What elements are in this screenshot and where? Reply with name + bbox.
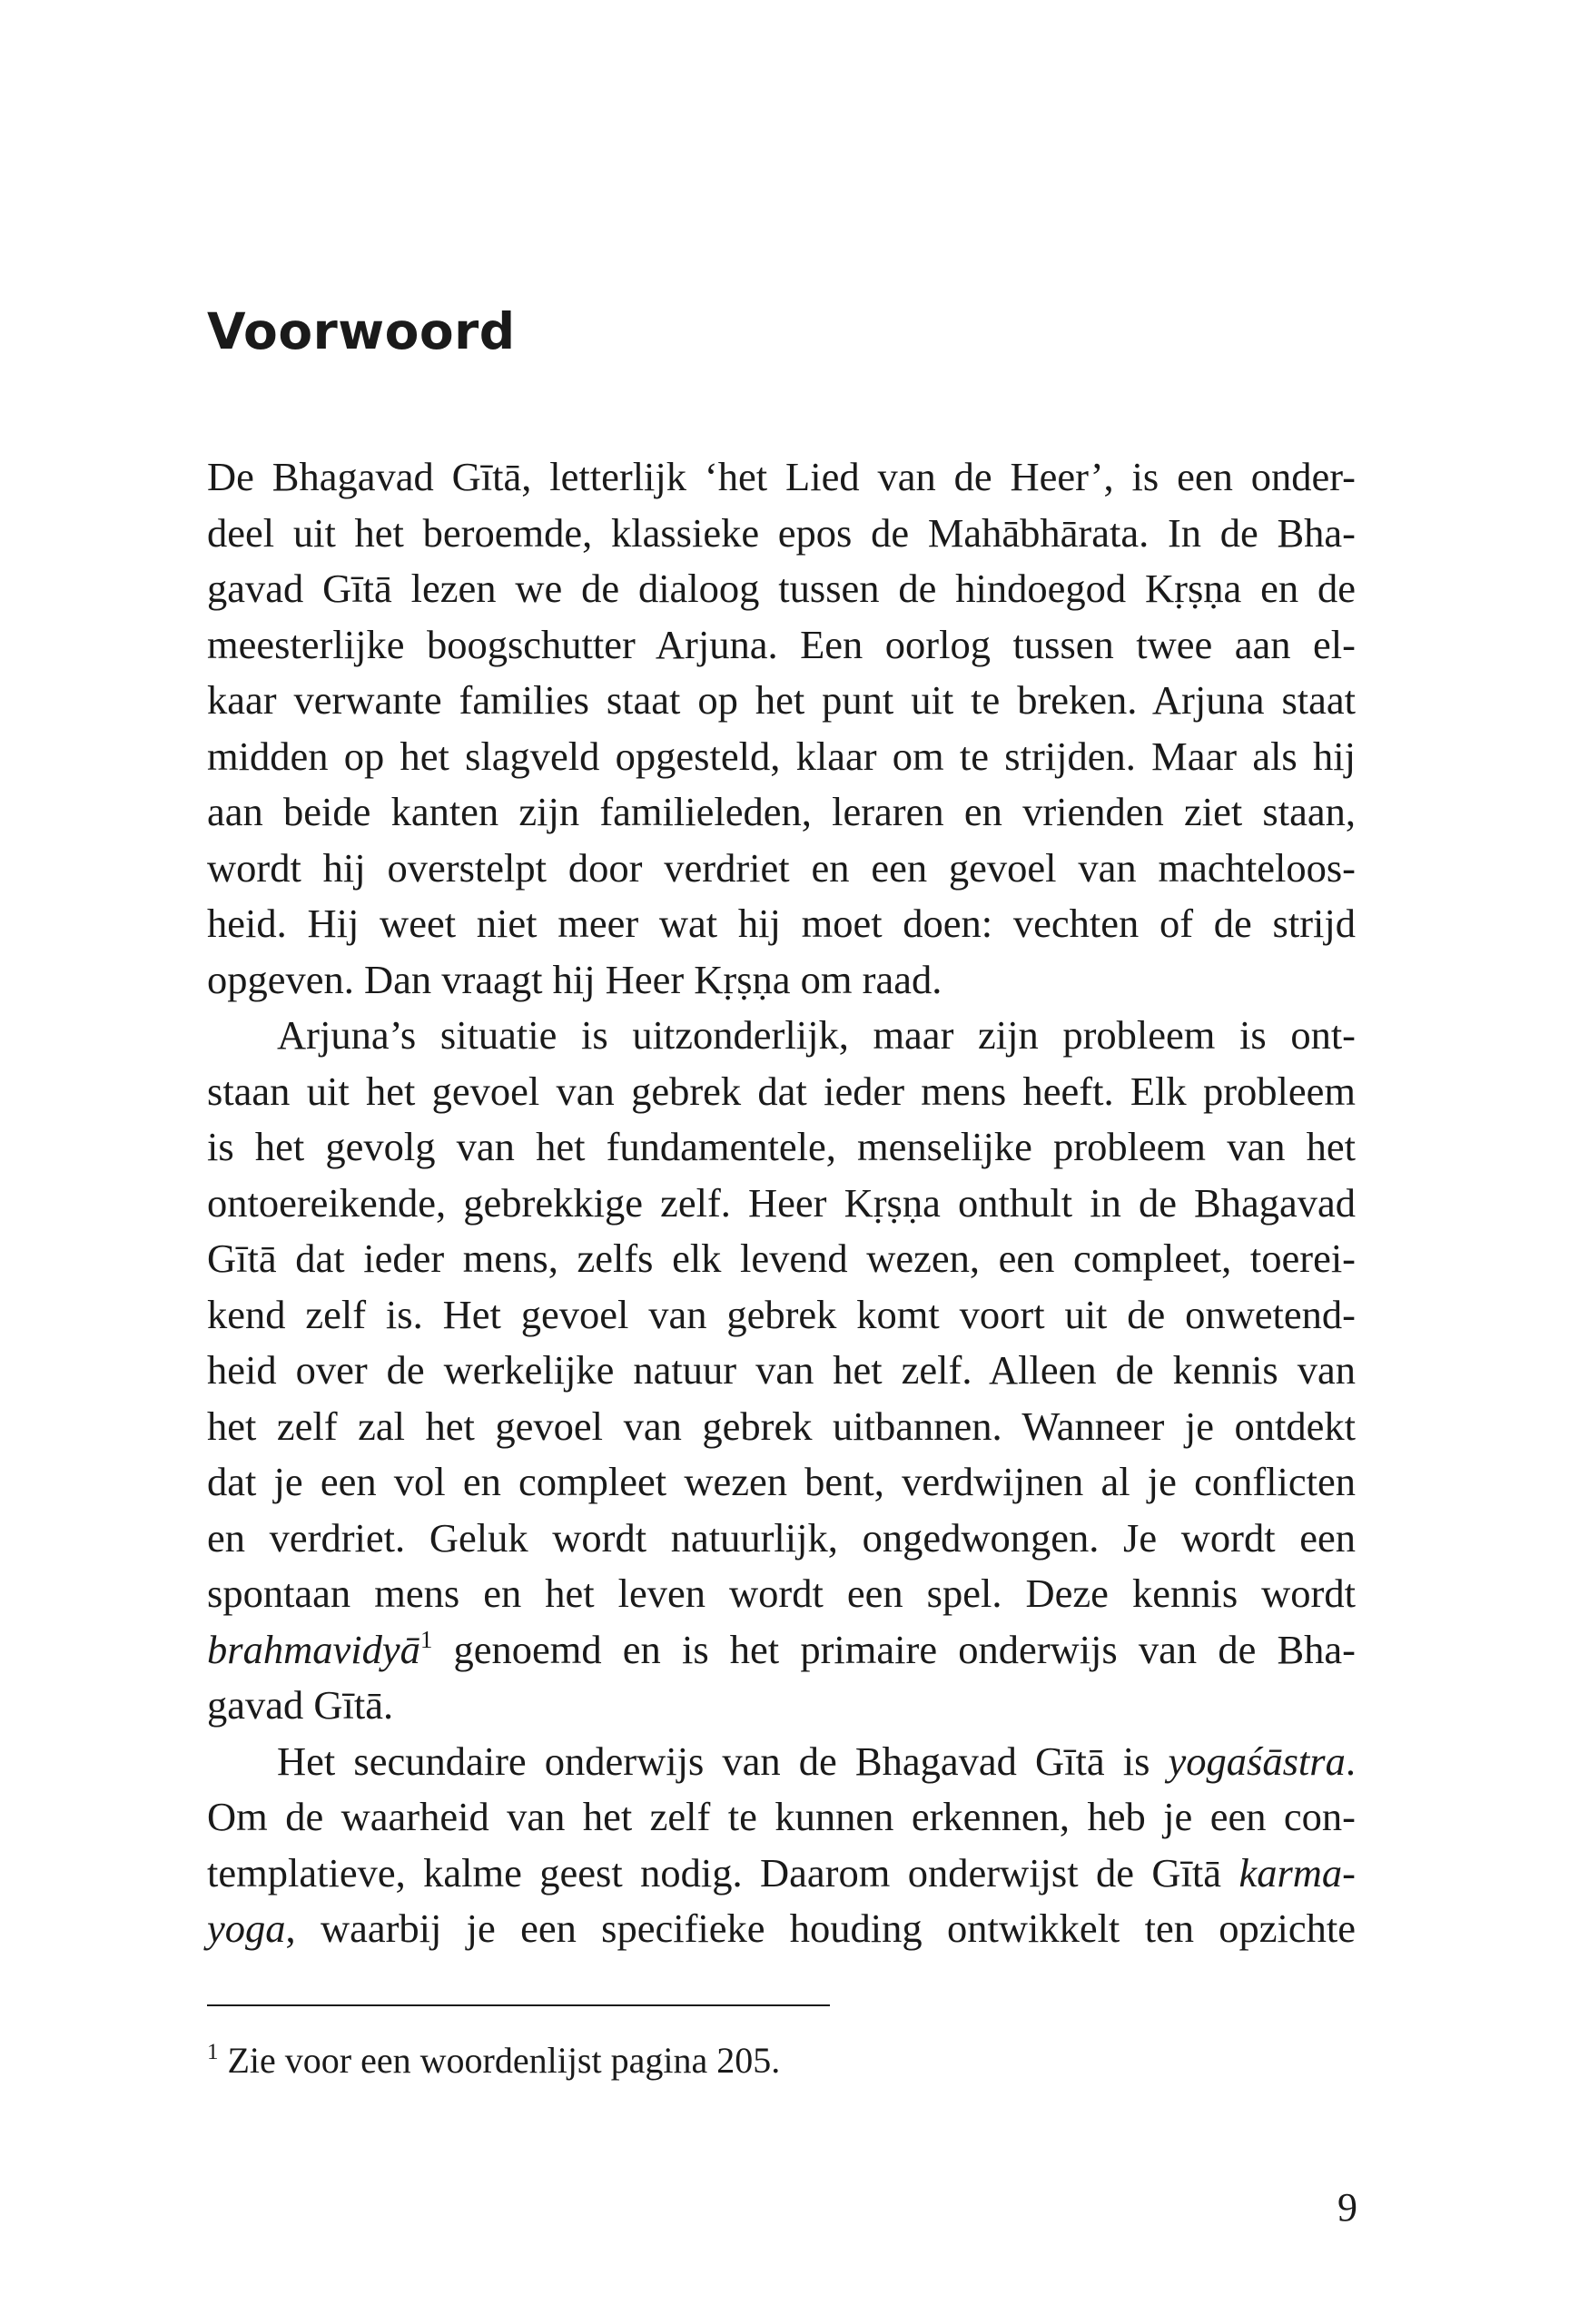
footnote-text: Zie voor een woordenlijst pagina 205.: [218, 2040, 781, 2081]
text-fragment: Het secundaire onderwijs van de Bhagavad Gītā is: [277, 1738, 1169, 1784]
text-line: Gītā dat ieder mens, zelfs elk levend wezen, een compleet, toerei-: [207, 1236, 1356, 1281]
text-line: meesterlijke boogschutter Arjuna. Een oorlog tussen twee aan el-: [207, 621, 1356, 667]
text-line: ontoereikende, gebrekkige zelf. Heer Kṛṣṇa onthult in de Bhagavad: [207, 1179, 1356, 1226]
text-fragment: genoemd en is het primaire onderwijs van de Bha-: [432, 1626, 1356, 1672]
paragraph-2: [207, 1008, 1356, 1734]
term-yoga: yoga: [207, 1905, 286, 1951]
text-line: De Bhagavad Gītā, letterlijk ‘het Lied van de Heer’, is een onder-: [207, 454, 1356, 499]
text-line: midden op het slagveld opgesteld, klaar om te strijden. Maar als hij: [207, 733, 1356, 779]
body-text: [207, 449, 1356, 1957]
text-line: gavad Gītā.: [207, 1682, 394, 1728]
text-line: aan beide kanten zijn familieleden, leraren en vrienden ziet staan,: [207, 789, 1356, 834]
text-fragment: .: [1345, 1738, 1356, 1784]
text-line: spontaan mens en het leven wordt een spel. Deze kennis wordt: [207, 1571, 1356, 1616]
text-line: opgeven. Dan vraagt hij Heer Kṛṣṇa om raad.: [207, 956, 942, 1002]
chapter-heading: Voorwoord: [207, 302, 516, 360]
text-line: wordt hij overstelpt door verdriet en een gevoel van machteloos-: [207, 844, 1356, 891]
text-line: kaar verwante families staat op het punt uit te breken. Arjuna staat: [207, 677, 1356, 723]
term-yogasastra: yogaśāstra: [1168, 1738, 1346, 1784]
text-line: Arjuna’s situatie is uitzonderlijk, maar zijn probleem is ont-: [277, 1012, 1356, 1058]
text-line: deel uit het beroemde, klassieke epos de Mahābhārata. In de Bha-: [207, 509, 1356, 556]
text-line: [207, 1901, 1356, 1957]
text-line: dat je een vol en compleet wezen bent, verdwijnen al je conflicten: [207, 1459, 1356, 1504]
text-fragment: templatieve, kalme geest nodig. Daarom onderwijst de Gītā: [207, 1849, 1239, 1896]
text-line: is het gevolg van het fundamentele, menselijke probleem van het: [207, 1124, 1356, 1169]
term-brahmavidya: brahmavidyā: [207, 1626, 420, 1672]
text-line: heid. Hij weet niet meer wat hij moet doen: vechten of de strijd: [207, 901, 1356, 946]
text-line: gavad Gītā lezen we de dialoog tussen de hindoegod Kṛṣṇa en de: [207, 566, 1356, 611]
text-line: het zelf zal het gevoel van gebrek uitbannen. Wanneer je ontdekt: [207, 1403, 1356, 1449]
paragraph-1: [207, 449, 1356, 1008]
text-line: [207, 1622, 1356, 1679]
footnote-marker: 1: [207, 2040, 219, 2064]
text-line: heid over de werkelijke natuur van het zelf. Alleen de kennis van: [207, 1347, 1356, 1393]
text-line: [207, 1846, 1356, 1902]
text-line: [207, 1734, 1356, 1790]
text-line: kend zelf is. Het gevoel van gebrek komt voort uit de onwetend-: [207, 1291, 1356, 1337]
footnote: [207, 2038, 780, 2083]
text-line: en verdriet. Geluk wordt natuurlijk, ongedwongen. Je wordt een: [207, 1514, 1356, 1561]
paragraph-3: [207, 1734, 1356, 1957]
footnote-reference[interactable]: 1: [419, 1625, 433, 1653]
footnote-divider: [207, 2004, 830, 2006]
text-line: staan uit het gevoel van gebrek dat ieder mens heeft. Elk probleem: [207, 1068, 1356, 1114]
term-karma: karma-: [1238, 1849, 1356, 1896]
page-number: 9: [1337, 2185, 1357, 2230]
text-line: Om de waarheid van het zelf te kunnen erkennen, heb je een con-: [207, 1794, 1356, 1839]
text-fragment: , waarbij je een specifieke houding ontwikkelt ten opzichte: [285, 1905, 1356, 1951]
